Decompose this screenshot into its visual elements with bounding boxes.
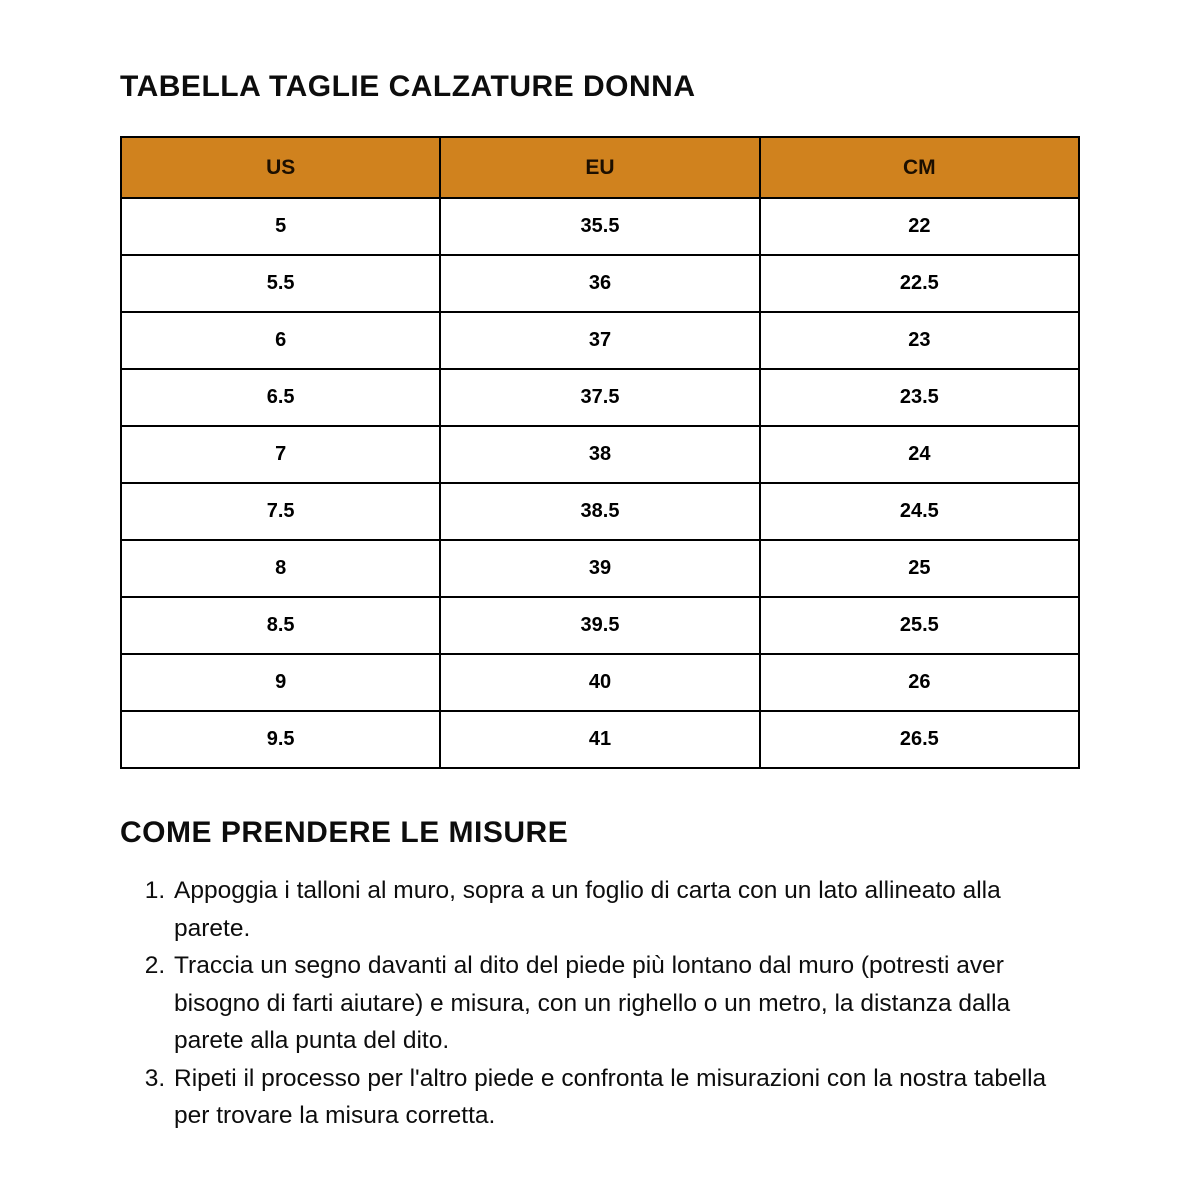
size-cell: 5 — [121, 198, 440, 255]
size-cell: 38.5 — [440, 483, 759, 540]
column-header-us: US — [121, 137, 440, 198]
section-title-measuring: COME PRENDERE LE MISURE — [120, 816, 569, 849]
table-row — [121, 369, 1079, 426]
instruction-item: 3. Ripeti il processo per l'altro piede e confronta le misurazioni con la nostra tabella per trovare la misura corretta. — [172, 1060, 1078, 1135]
instruction-item: 1. Appoggia i talloni al muro, sopra a un foglio di carta con un lato allineato alla parete. — [172, 872, 1078, 947]
size-cell: 38 — [440, 426, 759, 483]
size-cell: 22.5 — [760, 255, 1079, 312]
column-header-cm: CM — [760, 137, 1079, 198]
size-cell: 41 — [440, 711, 759, 768]
size-cell: 8.5 — [121, 597, 440, 654]
table-row — [121, 198, 1079, 255]
size-cell: 22 — [760, 198, 1079, 255]
page-title: TABELLA TAGLIE CALZATURE DONNA — [120, 70, 696, 103]
column-header-eu: EU — [440, 137, 759, 198]
size-cell: 37.5 — [440, 369, 759, 426]
size-cell: 7 — [121, 426, 440, 483]
size-cell: 23 — [760, 312, 1079, 369]
size-cell: 6 — [121, 312, 440, 369]
table-row — [121, 597, 1079, 654]
size-cell: 35.5 — [440, 198, 759, 255]
size-cell: 24 — [760, 426, 1079, 483]
size-cell: 6.5 — [121, 369, 440, 426]
size-table-body — [121, 198, 1079, 768]
size-cell: 39.5 — [440, 597, 759, 654]
header-row — [121, 137, 1079, 198]
size-cell: 23.5 — [760, 369, 1079, 426]
table-row — [121, 711, 1079, 768]
size-cell: 26 — [760, 654, 1079, 711]
size-cell: 37 — [440, 312, 759, 369]
size-cell: 7.5 — [121, 483, 440, 540]
size-cell: 40 — [440, 654, 759, 711]
size-cell: 25 — [760, 540, 1079, 597]
size-cell: 9 — [121, 654, 440, 711]
size-table-head — [121, 137, 1079, 198]
size-cell: 39 — [440, 540, 759, 597]
instruction-item: 2. Traccia un segno davanti al dito del piede più lontano dal muro (potresti aver bisogno di farti aiutare) e misura, con un righello o un metro, la distanza dalla parete alla punta del dito. — [172, 947, 1078, 1060]
size-cell: 26.5 — [760, 711, 1079, 768]
size-cell: 5.5 — [121, 255, 440, 312]
table-row — [121, 483, 1079, 540]
size-table — [120, 136, 1080, 769]
table-row — [121, 540, 1079, 597]
instructions-list — [120, 872, 1078, 1135]
table-row — [121, 255, 1079, 312]
size-cell: 25.5 — [760, 597, 1079, 654]
size-cell: 36 — [440, 255, 759, 312]
size-cell: 24.5 — [760, 483, 1079, 540]
table-row — [121, 654, 1079, 711]
size-cell: 9.5 — [121, 711, 440, 768]
size-cell: 8 — [121, 540, 440, 597]
table-row — [121, 312, 1079, 369]
table-row — [121, 426, 1079, 483]
